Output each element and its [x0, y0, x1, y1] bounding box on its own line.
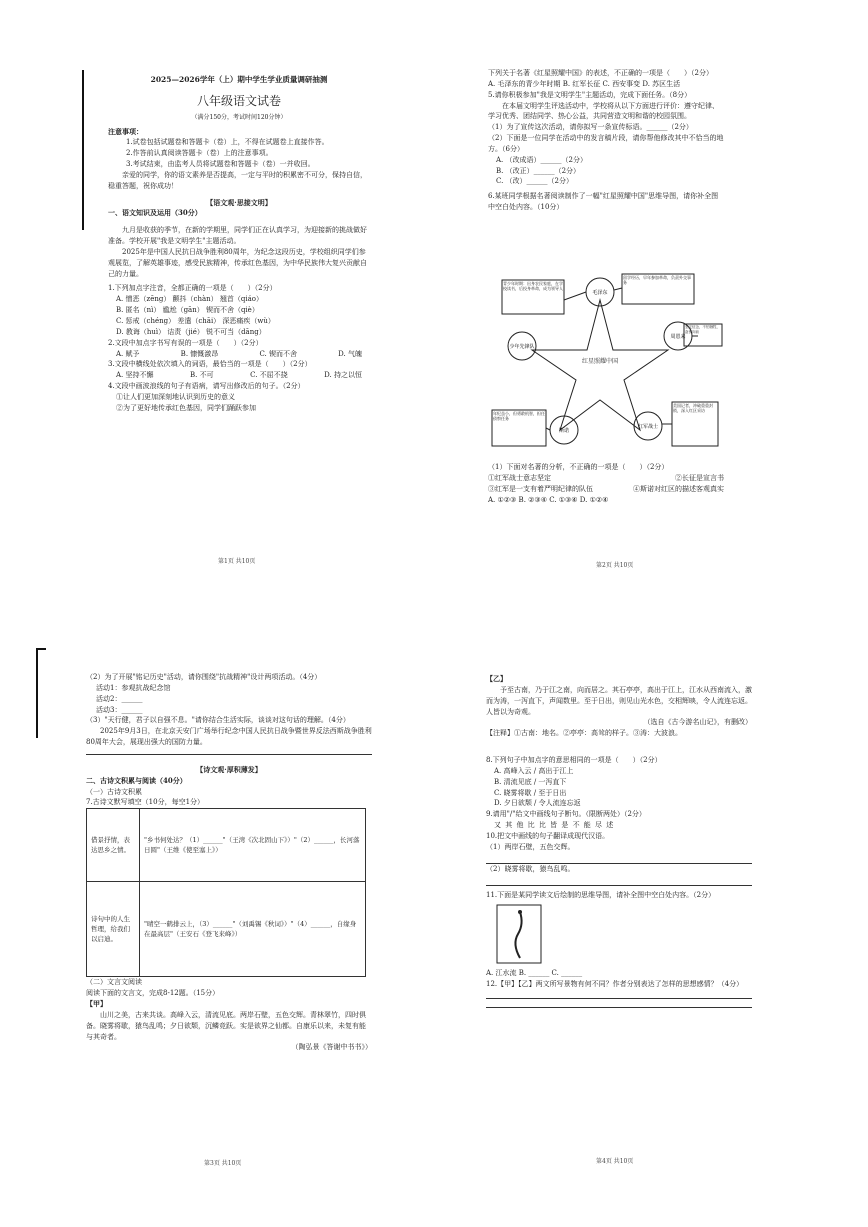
passage-label: 【乙】	[486, 674, 507, 683]
box-text: 坚定信念，不怕牺牲，奋勇向前	[685, 325, 720, 334]
text-line: （2）下面是一位同学在活动中的发言稿片段，请你帮他修改其中不恰当的地方。（6分）	[488, 134, 724, 153]
option: A. 高峰入云 / 高出于江上	[494, 766, 574, 775]
answer-line: ①让人们更加深刻地认识到历史的意义	[116, 392, 235, 401]
passage-text: 予至古南，乃于江之南，向而居之。其石亭亭，高出于江上，江水从西南流入，激而为涛，一泻直下，声闻数里。至于日出，则见山光水色，交相辉映，令人流连忘返。人皆以为奇观。	[486, 685, 752, 716]
option: C. 晓雾将歇 / 至于日出	[494, 788, 567, 797]
scan-edge-bottom-left-tick	[36, 648, 46, 650]
node-label: 红军战士	[637, 424, 659, 430]
option: ②长征是宣言书	[675, 473, 724, 482]
box-text: 年纪虽小，但勇敢机智，担任侦察任务	[493, 411, 545, 422]
option: ③红军是一支有着严明纪律的队伍	[488, 484, 593, 493]
notice-item: 3.考试结束，由监考人员将试题卷和答题卡（卷）一并收回。	[126, 160, 315, 169]
option: ④斯诺对红区的描述客观真实	[633, 484, 724, 493]
question-6: 6.某班同学根据名著阅读制作了一幅"红星照耀中国"思维导图，请你补全图中空白处内容。（10分）	[488, 192, 719, 212]
node-label: 周恩来	[670, 334, 686, 340]
text-line: 活动2：______	[96, 694, 143, 703]
text-line: A. （改成语）______（2分）	[496, 155, 587, 164]
text-line: A. 毛泽东的青少年时期 B. 红军长征 C. 西安事变 D. 苏区生活	[488, 79, 681, 88]
exam-title: 2025—2026学年（上）期中学生学业质量调研抽测	[150, 75, 328, 84]
option: B. 不可	[190, 371, 214, 380]
option: A. 赋予	[116, 349, 140, 358]
question-4: 4.文段中画波浪线的句子有语病，请写出修改后的句子。（2分）	[108, 382, 305, 391]
subsection-heading: （一）古诗文积累	[86, 787, 142, 796]
passage-paragraph: 2025年是中国人民抗日战争胜利80周年，为纪念这段历史，学校组织同学们参观展览，了解英雄事迹，感受民族精神，传承红色基因，为中华民族伟大复兴贡献自己的力量。	[108, 247, 367, 278]
page-2	[488, 68, 724, 213]
option: A. 坚持不懈	[116, 371, 154, 380]
notice-item: 2.作答前认真阅读答题卡（卷）上的注意事项。	[126, 149, 273, 158]
page-3	[86, 672, 372, 1053]
table-cell: 借景抒情，表达思乡之情。	[87, 809, 140, 882]
notice-item: 1.试卷包括试题卷和答题卡（卷）上，不得在试题卷上直接作答。	[126, 138, 329, 147]
question-1: 1.下列加点字注音，全都正确的一项是（ ）（2分）	[108, 284, 277, 293]
option: ①红军战士意志坚定	[488, 473, 551, 482]
table-cell: "乡书何处达？（1）______"（王湾《次北固山下》）"（2）______，长河落日圆"（王维《使至塞上》）	[140, 809, 366, 882]
option: D. 夕日欲颓 / 令人流连忘返	[494, 799, 581, 808]
passage-paragraph: 九月是收获的季节，在新的学期里，同学们正在认真学习，为迎接新的挑战做好准备。学校开展"我是文明学生"主题活动。	[108, 226, 367, 246]
question-6-sub: （1）下面对名著的分析，不正确的一项是（ ）（2分）	[488, 463, 669, 471]
star-shape	[532, 300, 668, 430]
part-label: 【诗文观·厚积薄发】	[196, 764, 262, 774]
passage-source: （陶弘景《答谢中书书》）	[291, 1043, 372, 1052]
option: A. 憎恶（zēng） 颤抖（chàn） 翘首（qiáo）	[116, 295, 263, 304]
question-7: 7.古诗文默写填空（10分，每空1分）	[86, 798, 205, 807]
q11-options: A. 江水流 B. ______ C. ______	[486, 969, 583, 978]
box-text: 留学经历，早年参加革命，负责外交事务	[623, 275, 691, 286]
time-info: （满分150分，考试时间120分钟）	[191, 114, 287, 122]
option: B. 清流见底 / 一泻直下	[494, 777, 567, 786]
table-cell: "晴空一鹤排云上，（3）______"（刘禹锡《秋词》）"（4）______，自缘身在最高层"（王安石《登飞来峰》）	[140, 882, 366, 977]
connector	[546, 428, 550, 430]
text-line: 5.请你积极参加"我是文明学生"主题活动，完成下面任务。（8分）	[488, 90, 692, 99]
notice-heading: 注意事项：	[108, 126, 143, 136]
text-line: 下列关于名著《红星照耀中国》的表述，不正确的一项是（ ）（2分）	[488, 69, 713, 77]
answer-line	[486, 853, 752, 864]
page-footer: 第4页 共10页	[596, 1158, 634, 1165]
poem-table	[86, 808, 366, 977]
answer-line	[486, 990, 752, 999]
answer-line: ②为了更好地传承红色基因，同学们踊跃参加	[116, 403, 256, 412]
node-label: 斯诺	[558, 428, 570, 434]
table-row	[87, 809, 366, 882]
option: D. 持之以恒	[324, 371, 362, 380]
text-line: （2）为了开展"铭记历史"活动，请你围绕"抗战精神"设计两项活动。（4分）	[86, 673, 322, 681]
question-8-intro: 阅读下面的文言文，完成8-12题。（15分）	[86, 989, 220, 998]
option: D. 气魄	[338, 349, 362, 358]
page-1	[108, 74, 370, 414]
box-text: 青少年时期：出身农民家庭，在学校读书，后投身革命，成为领导人	[503, 281, 563, 292]
text-line: 活动3：______	[96, 705, 143, 714]
question-10: 10.把文中画线的句子翻译成现代汉语。	[486, 831, 610, 840]
text-line: 活动1：参观抗战纪念馆	[96, 683, 171, 692]
notes: 【注释】①古南：地名。②亭亭：高耸的样子。③涛：大波浪。	[486, 729, 682, 738]
question-2: 2.文段中加点字书写有误的一项是（ ）（2分）	[108, 338, 263, 347]
section-heading: 二、古诗文积累与阅读（40分）	[86, 775, 187, 785]
table-row	[87, 882, 366, 977]
passage-label: 【甲】	[86, 998, 107, 1008]
page-4	[486, 674, 752, 1008]
option: C. 惩戒（chéng） 差遣（chāi） 深恶痛疾（wù）	[116, 317, 275, 326]
table-cell: 诗句中的人生哲理，给我们以启迪。	[87, 882, 140, 977]
question-8: 8.下列句子中加点字的意思相同的一项是（ ）（2分）	[486, 756, 662, 765]
node-label: 毛泽东	[592, 290, 608, 296]
page-footer: 第2页 共10页	[596, 562, 634, 569]
page-footer: 第3页 共10页	[204, 1160, 242, 1167]
page-2-lower	[488, 462, 724, 505]
question-3: 3.文段中横线处依次填入的词语，最恰当的一项是（ ）（2分）	[108, 360, 312, 369]
text-line: （1）为了宣传这次活动，请你拟写一条宣传标语。______（2分）	[488, 123, 693, 132]
question-12: 12.【甲】【乙】两文所写景物有何不同？作者分别表达了怎样的思想感情？（4分）	[486, 980, 744, 989]
text-line: （3）"天行健，君子以自强不息。"请你结合生活实际，谈谈对这句话的理解。（4分）	[86, 716, 350, 725]
choice-line: A. ①②③ B. ②③④ C. ①③④ D. ①②④	[488, 495, 609, 504]
option: D. 教诲（huì） 诘责（jié） 锐不可当（dāng）	[116, 327, 266, 336]
node-label: 少年先锋队	[509, 344, 535, 350]
option: B. 慷慨激昂	[180, 349, 219, 358]
text-line: B. （改正）______（2分）	[496, 166, 581, 175]
divider	[86, 754, 372, 755]
q11-figure	[496, 904, 542, 964]
question-9: 9.请用"/"给文中画线句子断句。（限断两处）（2分）	[486, 810, 646, 819]
answer-line	[486, 875, 752, 886]
option: C. 不屈不挠	[250, 371, 288, 380]
connector	[564, 292, 586, 300]
scan-edge-top-left	[82, 70, 84, 230]
question-11: 11.下面是某同学读文后绘制的思维导图，请补全图中空白处内容。（2分）	[486, 890, 716, 899]
translate-item: （1）两岸石壁，五色交辉。	[486, 842, 575, 851]
figure-path	[515, 912, 521, 958]
passage-source: （选自《古今游名山记》，有删改）	[643, 718, 752, 727]
part-label: 【语文观·思接文明】	[206, 197, 272, 207]
passage-text: 山川之美，古来共谈。高峰入云，清流见底。两岸石壁，五色交辉。青林翠竹，四时俱备。晓雾将歇，猿鸟乱鸣；夕日欲颓，沉鳞竞跃。实是欲界之仙都。自康乐以来，未复有能与其奇者。	[86, 1010, 366, 1041]
subject-title: 八年级语文试卷	[196, 93, 281, 108]
figure-point	[518, 910, 522, 914]
option: C. 锲而不舍	[259, 349, 297, 358]
page-footer: 第1页 共10页	[218, 558, 256, 565]
text-paragraph: 在本届文明学生评选活动中，学校将从以下方面进行评价：遵守纪律、学习优秀、团结同学、热心公益，共同营造文明和谐的校园氛围。	[488, 101, 719, 121]
box-text: 美国记者，冲破重重封锁，深入红区采访	[673, 403, 713, 414]
text-paragraph: 2025年9月3日，在北京天安门广场举行纪念中国人民抗日战争暨世界反法西斯战争胜利80周年大会，展现出强大的国防力量。	[86, 727, 372, 747]
text-line: C. （改）______（2分）	[496, 177, 574, 186]
connector	[614, 288, 622, 290]
star-center-label: 红星照耀中国	[581, 358, 619, 365]
translate-item: （2）晓雾将歇，猿鸟乱鸣。	[486, 864, 575, 873]
intro-text: 亲爱的同学，你的语文素养是否提高，一定与平时的积累密不可分，保持自信，稳重答题，祝你成功！	[108, 170, 367, 190]
subsection-heading: （二）文言文阅读	[86, 978, 142, 987]
section-heading: 一、语文知识及运用（30分）	[108, 208, 202, 218]
option: B. 匿名（nì） 尴尬（gān） 锲而不舍（qiè）	[116, 306, 259, 315]
star-diagram	[488, 270, 724, 460]
sentence-to-segment: 又 其 他 比 比 皆 是 不 能 尽 述	[494, 821, 615, 830]
answer-line	[486, 999, 752, 1008]
scan-edge-bottom-left	[36, 648, 38, 738]
